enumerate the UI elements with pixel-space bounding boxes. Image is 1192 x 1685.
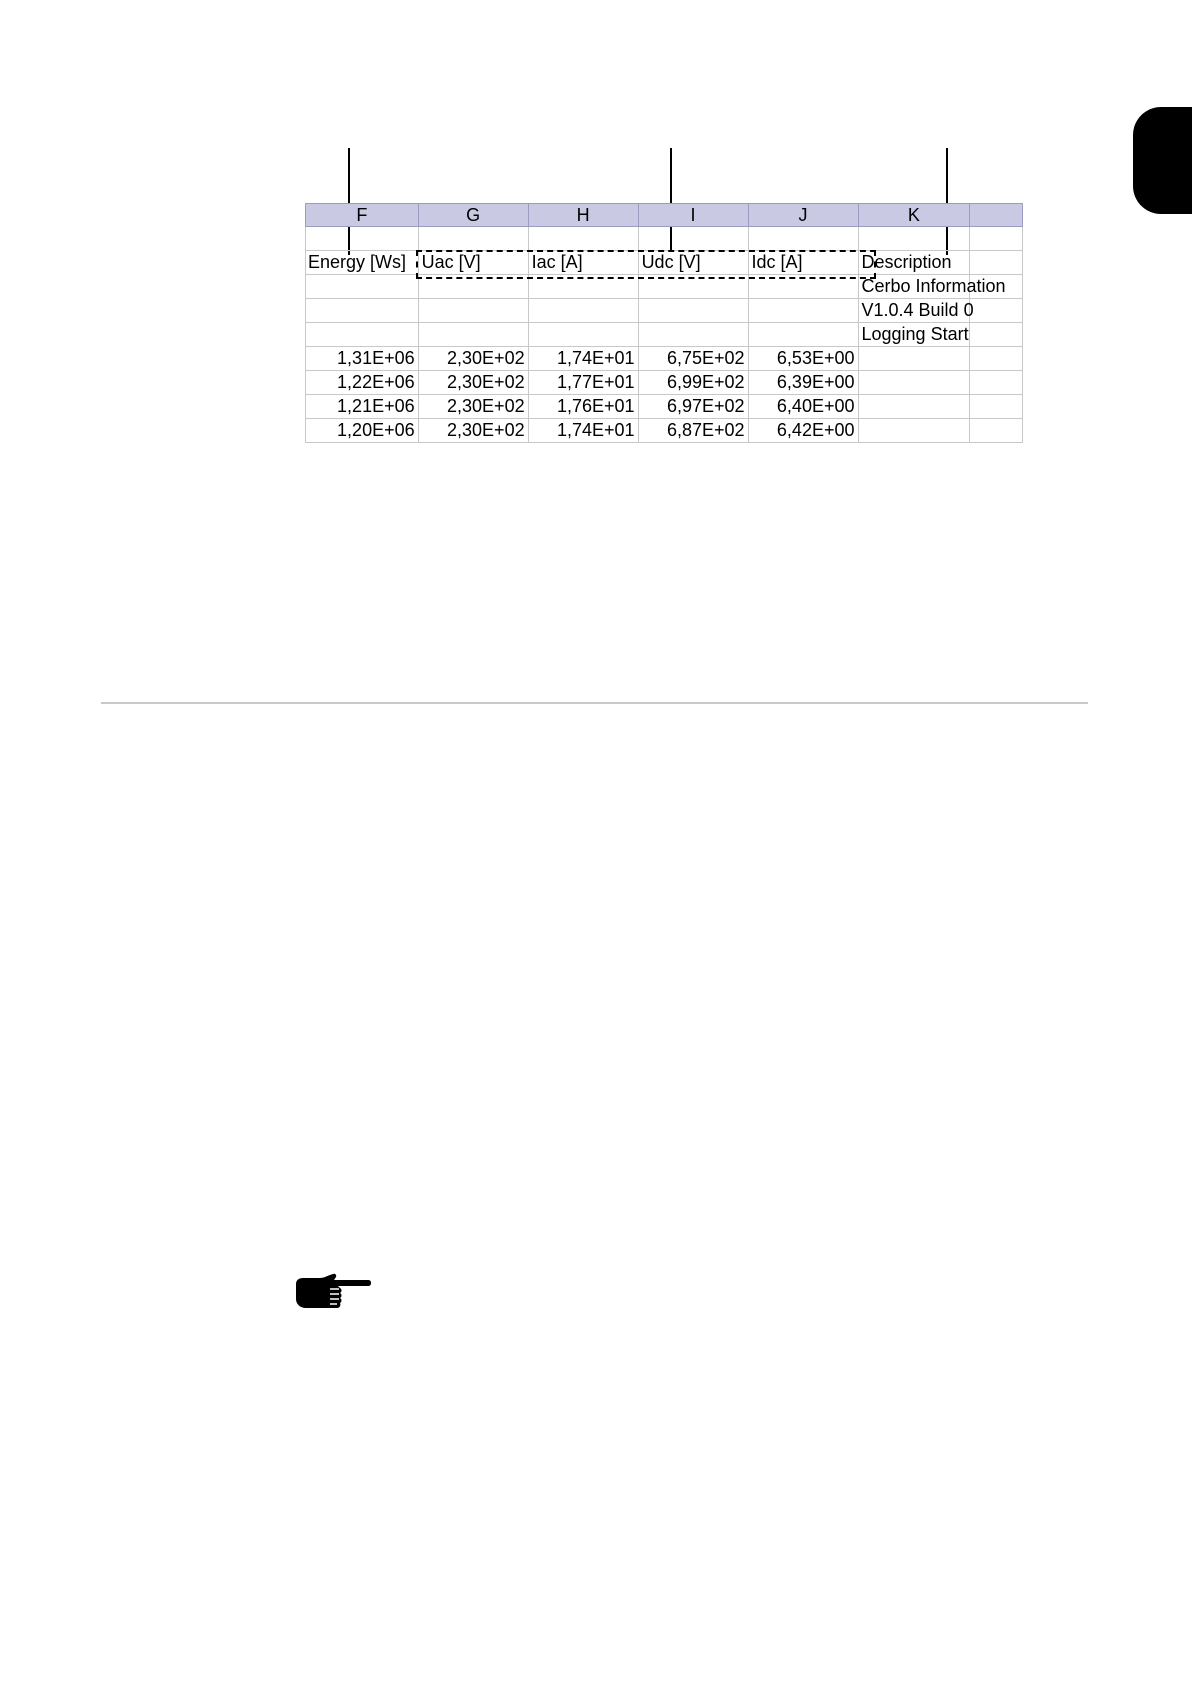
cell[interactable] bbox=[748, 323, 858, 347]
cell[interactable] bbox=[970, 323, 1023, 347]
cell-idc[interactable]: 6,40E+00 bbox=[748, 395, 858, 419]
empty-row bbox=[306, 227, 1023, 251]
cell-energy[interactable]: 1,31E+06 bbox=[306, 347, 419, 371]
field-header-energy-label: Energy [Ws] bbox=[308, 252, 407, 272]
data-row bbox=[306, 419, 1023, 443]
spreadsheet-table bbox=[305, 203, 1023, 443]
field-header-idc[interactable]: Idc [A] bbox=[748, 251, 858, 275]
column-header-k[interactable]: K bbox=[858, 204, 970, 227]
description-cell[interactable] bbox=[858, 299, 974, 323]
description-text: V1.0.4 Build 0 bbox=[861, 300, 974, 320]
cell[interactable] bbox=[748, 275, 858, 299]
cell-udc[interactable]: 6,97E+02 bbox=[638, 395, 748, 419]
cell[interactable] bbox=[306, 299, 419, 323]
cell-description[interactable] bbox=[858, 395, 970, 419]
description-row bbox=[306, 323, 1023, 347]
cell-iac[interactable]: 1,74E+01 bbox=[528, 347, 638, 371]
cell-idc[interactable]: 6,53E+00 bbox=[748, 347, 858, 371]
cell[interactable] bbox=[638, 227, 748, 251]
cell[interactable] bbox=[418, 299, 528, 323]
cell[interactable] bbox=[858, 227, 970, 251]
cell-uac[interactable]: 2,30E+02 bbox=[418, 419, 528, 443]
description-cell[interactable] bbox=[858, 275, 1006, 299]
cell[interactable] bbox=[528, 275, 638, 299]
cell-energy[interactable]: 1,20E+06 bbox=[306, 419, 419, 443]
field-header-energy[interactable] bbox=[306, 251, 419, 275]
data-row bbox=[306, 371, 1023, 395]
data-row bbox=[306, 347, 1023, 371]
field-header-udc[interactable]: Udc [V] bbox=[638, 251, 748, 275]
cell[interactable] bbox=[970, 419, 1023, 443]
cell-iac[interactable]: 1,77E+01 bbox=[528, 371, 638, 395]
cell-uac[interactable]: 2,30E+02 bbox=[418, 347, 528, 371]
column-header-h[interactable]: H bbox=[528, 204, 638, 227]
cell[interactable] bbox=[306, 227, 419, 251]
data-row bbox=[306, 395, 1023, 419]
section-divider bbox=[101, 702, 1088, 704]
field-header-iac[interactable]: Iac [A] bbox=[528, 251, 638, 275]
spreadsheet-screenshot bbox=[305, 203, 1023, 450]
cell[interactable] bbox=[970, 227, 1023, 251]
cell-description[interactable] bbox=[858, 371, 970, 395]
cell-iac[interactable]: 1,76E+01 bbox=[528, 395, 638, 419]
field-header-empty[interactable] bbox=[970, 251, 1023, 275]
cell[interactable] bbox=[970, 371, 1023, 395]
column-header-l[interactable] bbox=[970, 204, 1023, 227]
cell[interactable] bbox=[418, 323, 528, 347]
cell[interactable] bbox=[638, 323, 748, 347]
description-row bbox=[306, 299, 1023, 323]
page-tab-marker bbox=[1133, 107, 1192, 214]
cell[interactable] bbox=[306, 323, 419, 347]
cell[interactable] bbox=[528, 227, 638, 251]
column-header-i[interactable]: I bbox=[638, 204, 748, 227]
field-header-description[interactable]: Description bbox=[858, 251, 970, 275]
cell-udc[interactable]: 6,75E+02 bbox=[638, 347, 748, 371]
cell-uac[interactable]: 2,30E+02 bbox=[418, 395, 528, 419]
field-header-uac[interactable]: Uac [V] bbox=[418, 251, 528, 275]
cell[interactable] bbox=[418, 275, 528, 299]
field-header-row bbox=[306, 251, 1023, 275]
description-row bbox=[306, 275, 1023, 299]
pointing-hand-icon bbox=[294, 1272, 371, 1316]
cell[interactable] bbox=[306, 275, 419, 299]
cell-energy[interactable]: 1,22E+06 bbox=[306, 371, 419, 395]
cell-description[interactable] bbox=[858, 419, 970, 443]
cell[interactable] bbox=[748, 227, 858, 251]
column-header-j[interactable]: J bbox=[748, 204, 858, 227]
cell-uac[interactable]: 2,30E+02 bbox=[418, 371, 528, 395]
description-text: Logging Start bbox=[861, 324, 969, 344]
description-cell[interactable] bbox=[858, 323, 970, 347]
cell-udc[interactable]: 6,99E+02 bbox=[638, 371, 748, 395]
cell[interactable] bbox=[638, 299, 748, 323]
cell[interactable] bbox=[528, 323, 638, 347]
cell-description[interactable] bbox=[858, 347, 970, 371]
cell-udc[interactable]: 6,87E+02 bbox=[638, 419, 748, 443]
column-letter-row bbox=[306, 204, 1023, 227]
cell[interactable] bbox=[528, 299, 638, 323]
cell[interactable] bbox=[970, 347, 1023, 371]
cell-idc[interactable]: 6,42E+00 bbox=[748, 419, 858, 443]
cell[interactable] bbox=[748, 299, 858, 323]
cell[interactable] bbox=[638, 275, 748, 299]
description-text: Cerbo Information bbox=[861, 276, 1006, 296]
column-header-f[interactable]: F bbox=[306, 204, 419, 227]
cell[interactable] bbox=[418, 227, 528, 251]
cell-iac[interactable]: 1,74E+01 bbox=[528, 419, 638, 443]
column-header-g[interactable]: G bbox=[418, 204, 528, 227]
cell[interactable] bbox=[970, 395, 1023, 419]
cell-idc[interactable]: 6,39E+00 bbox=[748, 371, 858, 395]
cell-energy[interactable]: 1,21E+06 bbox=[306, 395, 419, 419]
cell[interactable] bbox=[970, 299, 1023, 323]
